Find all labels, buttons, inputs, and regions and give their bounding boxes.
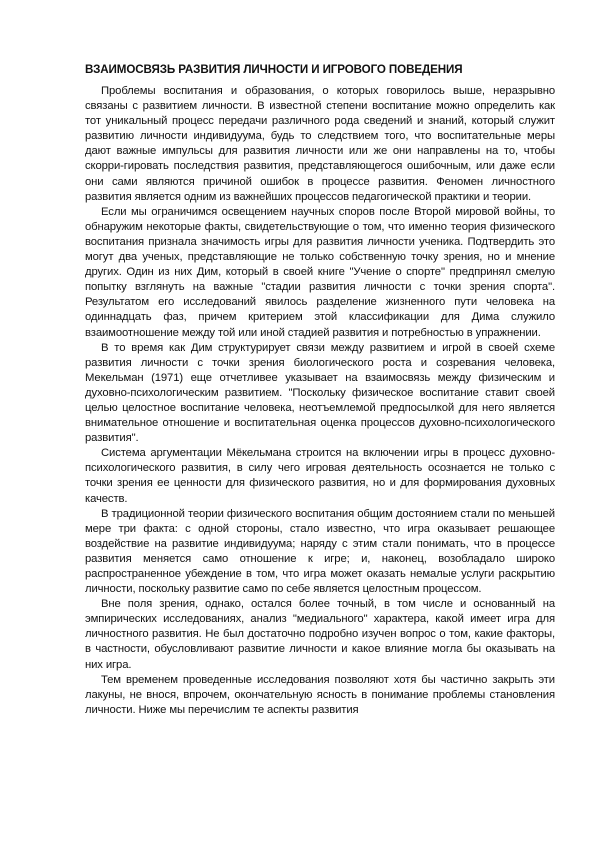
paragraph: Тем временем проведенные исследования позволяют хотя бы частично закрыть эти лакуны, не внося, впрочем, окончательную ясность в понимание проблемы становления личности. Ниже мы перечислим те аспекты развития [85, 673, 555, 716]
paragraph: В то время как Дим структурирует связи между развитием и игрой в своей схеме развития личности с точки зрения биологического роста и созревания человека, Мекельман (1971) еще отчетливее указывает на взаимосвязь между физическим и духовно-психологическим развитием. "Поскольку физическое воспитание ставит своей целью целостное воспитание человека, неотъемлемой предпосылкой для него является внимательное отношение и воспитательная оценка процессов духовно-психологического развития". [85, 341, 555, 445]
paragraph: Если мы ограничимся освещением научных споров после Второй мировой войны, то обнаружим некоторые факты, свидетельствующие о том, что именно теория физического воспитания признала значимость игры для развития личности ученика. Подтвердить это могут два ученых, представляющие не только собственную точку зрения, но и мнение других. Один из них Дим, который в своей книге "Учение о спорте" предпринял смелую попытку взглянуть на важные "стадии развития личности с точки зрения спорта". Результатом его исследований явилось разделение жизненного пути человека на одиннадцать фаз, причем критерием этой классификации для Дима служило взаимоотношение между той или иной стадией развития и потребностью в упражнении. [85, 205, 555, 339]
paragraph: Вне поля зрения, однако, остался более точный, в том числе и основанный на эмпирических исследованиях, анализ "медиального" характера, какой имеет игра для личностного развития. Не был достаточно подробно изучен вопрос о том, какие факторы, в частности, обусловливают развитие личности и какое влияние могла бы оказывать на них игра. [85, 598, 555, 671]
paragraph: В традиционной теории физического воспитания общим достоянием стали по меньшей мере три факта: с одной стороны, стало известно, что игра оказывает решающее воздействие на развитие индивидуума; наряду с этим стали понимать, что в процессе развития меняется само отношение к игре; и, наконец, возобладало широко распространенное убеждение в том, что игра может оказать немалые услуги раскрытию личности, поскольку развитие само по себе является целостным процессом. [85, 507, 555, 596]
document-page [85, 62, 555, 718]
paragraph: Проблемы воспитания и образования, о которых говорилось выше, неразрывно связаны с развитием личности. В известной степени воспитание можно определить как тот уникальный процесс передачи различного рода сведений и знаний, который служит развитию личности индивидуума, будь то следствием того, что воспитательные меры дают важные импульсы для развития личности или же они направлены на то, чтобы скорри-гировать последствия развития, представляющегося ошибочным, или даже если они сами являются причиной ошибок в процессе развития. Феномен личностного развития является одним из важнейших процессов педагогической практики и теории. [85, 85, 555, 203]
document-title: ВЗАИМОСВЯЗЬ РАЗВИТИЯ ЛИЧНОСТИ И ИГРОВОГО ПОВЕДЕНИЯ [85, 63, 463, 76]
paragraph: Система аргументации Мёкельмана строится на включении игры в процесс духовно-психологического развития, в силу чего игровая деятельность осознается не только с точки зрения ее ценности для физического развития, но и для формирования духовных качеств. [85, 447, 555, 505]
